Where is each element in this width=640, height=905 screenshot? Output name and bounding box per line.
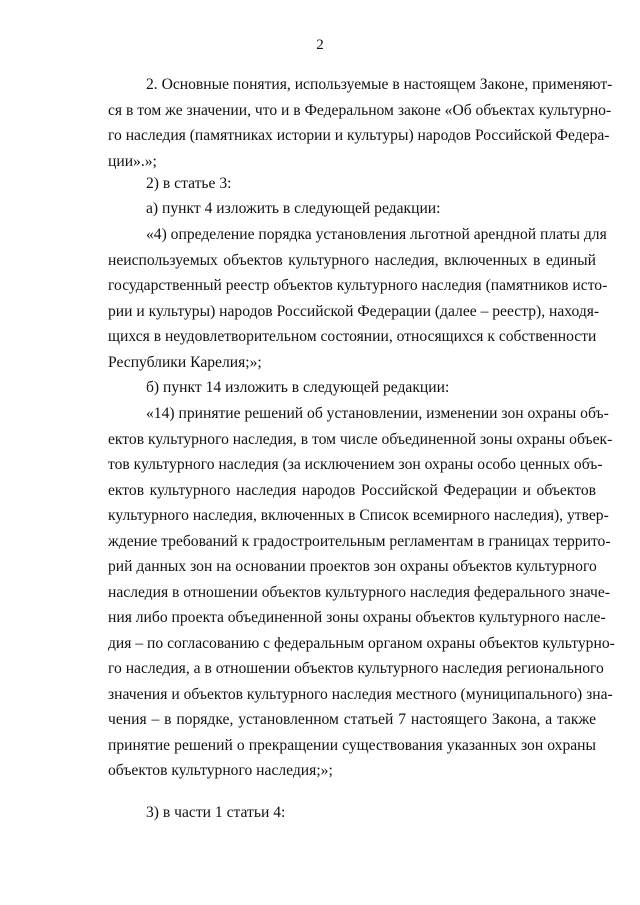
text-line: щихся в неудовлетворительном состоянии, относящихся к собственности — [108, 328, 597, 345]
text-line: 2) в статье 3: — [146, 175, 232, 192]
text-line: государственный реестр объектов культурного наследия (памятников исто- — [108, 277, 608, 294]
text-line: б) пункт 14 изложить в следующей редакции: — [146, 379, 450, 396]
text-line: ции».»; — [108, 152, 157, 170]
paragraph-item-4-intro — [108, 196, 596, 222]
paragraph-article-3 — [108, 171, 596, 197]
text-line: дия – по согласованию с федеральным органом охраны объектов культурно- — [108, 634, 615, 652]
text-line: неиспользуемых объектов культурного наследия, включенных в единый — [108, 251, 596, 269]
paragraph-basic-concepts — [108, 72, 613, 174]
paragraph-item-14-intro — [108, 375, 596, 401]
text-line: рий данных зон на основании проектов зон охраны объектов культурного — [108, 558, 597, 575]
text-line: принятие решений о прекращении существования указанных зон охраны — [108, 736, 596, 754]
text-line: рии и культуры) народов Российской Федерации (далее – реестр), находя- — [108, 302, 600, 320]
text-line: ектов культурного наследия, в том числе объединенной зоны охраны объек- — [108, 430, 613, 448]
paragraph-item-4-text — [108, 222, 608, 375]
page-number: 2 — [316, 37, 324, 53]
text-line: наследия в отношении объектов культурного наследия федерального значе- — [108, 583, 610, 601]
text-line: чения – в порядке, установленном статьей 7 настоящего Закона, а также — [108, 711, 596, 728]
text-line: «4) определение порядка установления льготной арендной платы для — [146, 226, 607, 243]
text-line: ектов культурного наследия народов Российской Федерации и объектов — [108, 481, 596, 499]
text-line: ния либо проекта объединенной зоны охраны объектов культурного насле- — [108, 609, 606, 626]
paragraph-item-14-text — [108, 401, 615, 784]
text-line: «14) принятие решений об установлении, изменении зон охраны объ- — [146, 405, 609, 422]
text-line: го наследия, а в отношении объектов культурного наследия регионального — [108, 660, 604, 677]
text-line: тов культурного наследия (за исключением зон охраны особо ценных объ- — [108, 456, 603, 473]
text-line: значения и объектов культурного наследия местного (муниципального) зна- — [108, 685, 613, 703]
text-line: го наследия (памятниках истории и культуры) народов Российской Федера- — [108, 127, 610, 144]
text-line: Республики Карелия;»; — [108, 353, 262, 371]
paragraph-article-4 — [108, 800, 596, 826]
text-line: культурного наследия, включенных в Список всемирного наследия), утвер- — [108, 507, 609, 524]
text-line: ся в том же значении, что и в Федеральном законе «Об объектах культурно- — [108, 101, 612, 119]
text-line: а) пункт 4 изложить в следующей редакции: — [146, 200, 441, 217]
text-line: ждение требований к градостроительным регламентам в границах террито- — [108, 532, 611, 550]
text-line: объектов культурного наследия;»; — [108, 762, 333, 779]
text-line: 3) в части 1 статьи 4: — [146, 804, 286, 821]
text-line: 2. Основные понятия, используемые в настоящем Законе, применяют- — [146, 76, 613, 93]
